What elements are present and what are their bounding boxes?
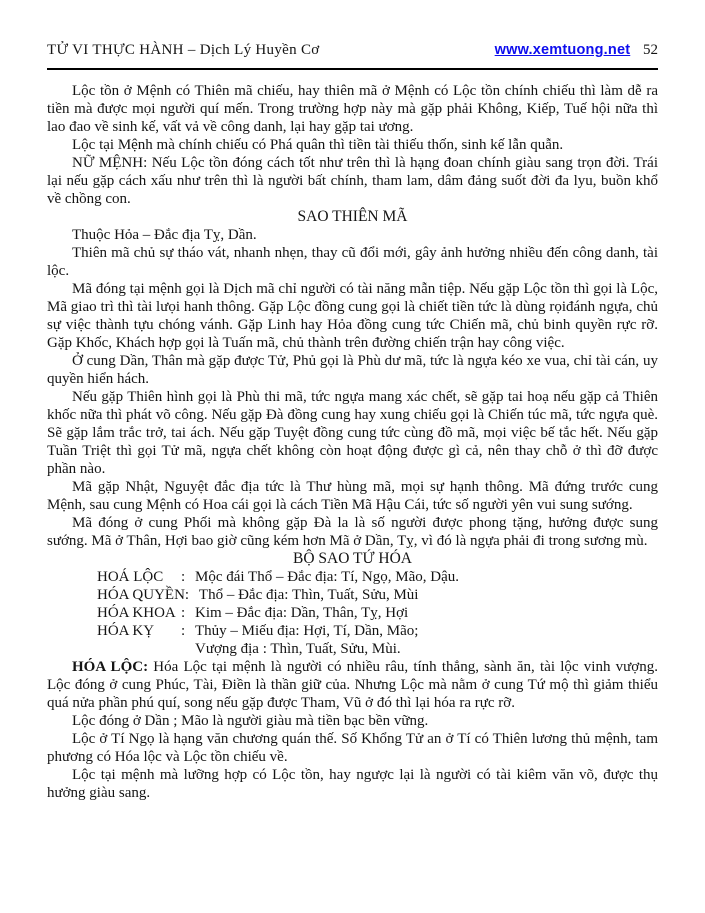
paragraph: NỮ MỆNH: Nếu Lộc tồn đóng cách tốt như trên thì là hạng đoan chính giàu sang trọn đời. Trái lại nếu gặp cách xấu như trên thì là người bất chính, tham lam, dâm đảng suốt đời đa lyu, buồn khổ về chồng con.: [47, 155, 658, 207]
tu-hoa-table: [97, 568, 658, 658]
paragraph: Nếu gặp Thiên hình gọi là Phù thi mã, tức ngựa mang xác chết, sẽ gặp tai hoạ nếu gặp cả Thiên khốc nữa thì phát võ công. Nếu gặp Đà đồng cung hay xung chiếu gọi là Chiến túc mã, tức ngựa què. Sẽ gặp lắm trắc trở, tai ách. Nếu gặp Tuyệt đồng cung tức cùng đồ mã, mọi việc bế tắc hết. Nếu gặp Tuần Triệt thì gọi Tử mã, ngựa chết không còn hoạt động được gì cả, nên thay chỗ ở thì đỡ được phần nào.: [47, 389, 658, 477]
paragraph: Mã đóng ở cung Phối mà không gặp Đà la là số người được phong tặng, hưởng được sung sướng. Mã ở Thân, Hợi bao giờ cũng kém hơn Mã ở Dần, Tỵ, vì đó là ngựa phải đi trong sương mù.: [47, 515, 658, 549]
tu-hoa-colon: [181, 640, 187, 658]
page-header: [47, 42, 658, 59]
tu-hoa-label: HÓA KHOA: [97, 605, 176, 621]
tu-hoa-row: [97, 586, 658, 604]
paragraph: Mã đóng tại mệnh gọi là Dịch mã chỉ người có tài năng mẫn tiệp. Nếu gặp Lộc tồn thì gọi là Lộc, Mã giao trì thì tài lưọi hanh thông. Gặp Lộc đồng cung gọi là chiết tiền tức là dùng rọiđánh ngựa, chủ sự việc thành tựu chóng vánh. Gặp Linh hay Hỏa đồng cung tức Chiến mã, chủ binh quyền rực rỡ. Gặp Khốc, Khách hợp gọi là Tuấn mã, chủ thành trên đường chiến trận hay công việc.: [47, 281, 658, 351]
section-heading-tu-hoa: BỘ SAO TỨ HÓA: [293, 550, 412, 567]
paragraph-text: Hóa Lộc tại mệnh là người có nhiều râu, tính thẳng, sành ăn, tài lộc vinh vượng. Lộc đóng ở cung Phúc, Tài, Điền là thần giữ của. Nhưng Lộc mà nằm ở cung Tứ mộ thì giảm thiểu quá nửa phần phú quí, song nếu gặp được Tham, Vũ ở đó thì lại hóa ra rực rỡ.: [47, 659, 658, 711]
tu-hoa-value: Kim – Đắc địa: Dần, Thân, Tỵ, Hợi: [195, 605, 409, 621]
tu-hoa-value: Vượng địa : Thìn, Tuất, Sửu, Mùi.: [195, 641, 401, 657]
tu-hoa-colon: :: [181, 569, 186, 585]
tu-hoa-colon: :: [181, 623, 186, 639]
tu-hoa-row: [97, 604, 658, 622]
page-number: 52: [643, 42, 658, 58]
website-link[interactable]: www.xemtuong.net: [494, 42, 631, 58]
paragraph: Thiên mã chủ sự tháo vát, nhanh nhẹn, thay cũ đổi mới, gây ảnh hưởng nhiều đến công danh, tài lộc.: [47, 245, 658, 279]
tu-hoa-colon: :: [181, 605, 186, 621]
header-right: [495, 42, 658, 59]
paragraph: Lộc ở Tí Ngọ là hạng văn chương quán thế. Số Khổng Tử an ở Tí có Thiên lương thủ mệnh, tam phương có Hóa lộc và Lộc tồn chiếu về.: [47, 731, 658, 765]
tu-hoa-row: [97, 622, 658, 640]
paragraph: Lộc tại Mệnh mà chính chiếu có Phá quân thì tiền tài thiếu thốn, sinh kế lẫn quẫn.: [72, 137, 564, 153]
paragraph: [47, 658, 658, 712]
header-divider: [47, 68, 658, 70]
tu-hoa-value: Thổ – Đắc địa: Thìn, Tuất, Sửu, Mùi: [198, 587, 419, 603]
paragraph: Thuộc Hỏa – Đắc địa Tỵ, Dần.: [72, 227, 257, 243]
tu-hoa-label: [97, 640, 181, 658]
tu-hoa-label: HOÁ LỘC: [97, 569, 164, 585]
paragraph-lead: HÓA LỘC:: [72, 659, 149, 675]
tu-hoa-label: HÓA QUYỀN: [97, 587, 185, 603]
paragraph: Lộc tại mệnh mà lưỡng hợp có Lộc tồn, hay ngược lại là người có tài kiêm văn võ, được thụ hưởng giàu sang.: [47, 767, 658, 801]
paragraph: Ở cung Dần, Thân mà gặp được Tử, Phủ gọi là Phù dư mã, tức là ngựa kéo xe vua, chỉ tài cán, uy quyền hiển hách.: [47, 353, 658, 387]
document-title: TỬ VI THỰC HÀNH – Dịch Lý Huyền Cơ: [47, 42, 320, 58]
section-heading-thien-ma: SAO THIÊN MÃ: [297, 208, 408, 225]
tu-hoa-row: [97, 568, 658, 586]
tu-hoa-value: Mộc đái Thổ – Đắc địa: Tí, Ngọ, Mão, Dậu.: [195, 569, 459, 585]
tu-hoa-value: Thủy – Miếu địa: Hợi, Tí, Dần, Mão;: [195, 623, 419, 639]
paragraph: Mã gặp Nhật, Nguyệt đắc địa tức là Thư hùng mã, mọi sự hạnh thông. Mã đứng trước cung Mệnh, sau cung Mệnh có Hoa cái gọi là cách Tiền Mã Hậu Cái, tức số người yên vui sung sướng.: [47, 479, 658, 513]
paragraph: Lộc tồn ở Mệnh có Thiên mã chiếu, hay thiên mã ở Mệnh có Lộc tồn chính chiếu thì làm dễ ra tiền mà được mọi người quí mến. Trong trường hợp này mà gặp phải Không, Kiếp, Tuế hội nữa thì lao đao về sinh kế, vất vả về công danh, lại hay gặp tai ương.: [47, 83, 658, 135]
paragraph: Lộc đóng ở Dần ; Mão là người giàu mà tiền bạc bền vững.: [72, 713, 429, 729]
document-body: [47, 82, 658, 802]
tu-hoa-label: HÓA KỴ: [97, 623, 155, 639]
tu-hoa-colon: :: [184, 587, 190, 603]
tu-hoa-row: [97, 640, 658, 658]
